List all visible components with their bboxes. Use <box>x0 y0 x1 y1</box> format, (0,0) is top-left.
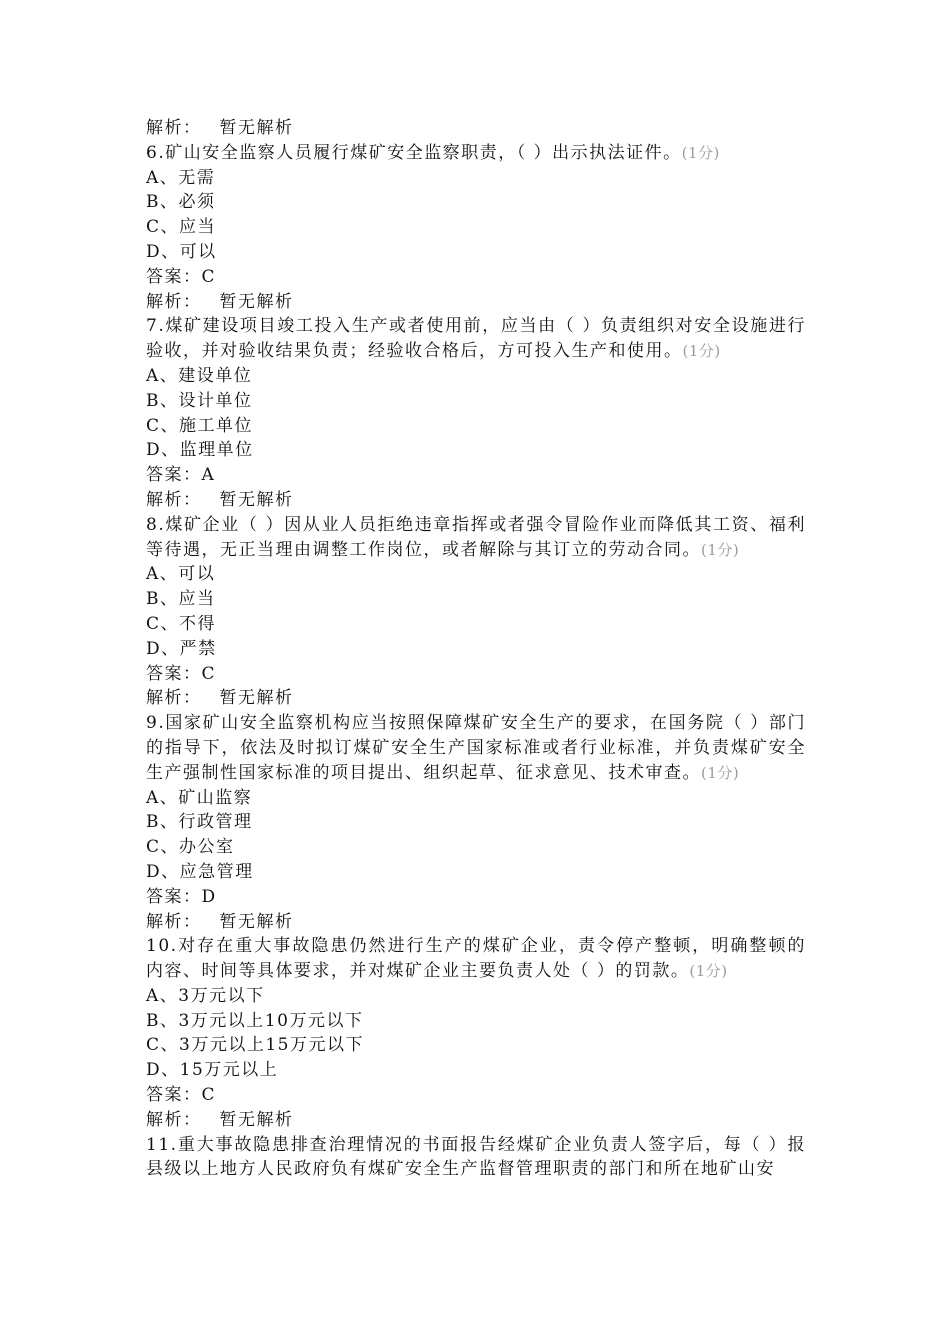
option-a: A、无需 <box>146 167 216 188</box>
question-number: 6. <box>146 142 166 163</box>
question-block <box>146 513 806 711</box>
option-b: B、3万元以上10万元以下 <box>146 1010 364 1031</box>
option-a: A、矿山监察 <box>146 787 253 808</box>
option-c: C、施工单位 <box>146 415 254 436</box>
explanation-text: 暂无解析 <box>219 489 294 510</box>
question-stem <box>146 1133 806 1183</box>
explanation-label: 解析： <box>146 911 202 932</box>
option-b: B、应当 <box>146 589 216 610</box>
question-stem <box>146 934 806 984</box>
option-d: D、监理单位 <box>146 440 254 461</box>
question-number: 8. <box>146 514 166 535</box>
question-text: 煤矿企业（ ）因从业人员拒绝违章指挥或者强令冒险作业而降低其工资、福利等待遇，无正当理由调整工作岗位，或者解除与其订立的劳动合同。 <box>146 514 806 560</box>
explanation-label: 解析： <box>146 489 202 510</box>
explanation-line <box>146 1108 806 1133</box>
option-a: A、3万元以下 <box>146 985 265 1006</box>
answer-line: 答案：A <box>146 465 216 486</box>
question-text: 对存在重大事故隐患仍然进行生产的煤矿企业，责令停产整顿，明确整顿的内容、时间等具体要求，并对煤矿企业主要负责人处（ ）的罚款。 <box>146 936 806 982</box>
explanation-line <box>146 910 806 935</box>
explanation-line <box>146 290 806 315</box>
explanation-text: 暂无解析 <box>219 688 294 709</box>
question-block <box>146 314 806 512</box>
explanation-label: 解析： <box>146 688 202 709</box>
option-d: D、可以 <box>146 241 217 262</box>
explanation-line <box>146 686 806 711</box>
answer-line: 答案：C <box>146 663 217 684</box>
option-d: D、15万元以上 <box>146 1060 279 1081</box>
question-block <box>146 1133 806 1183</box>
explanation-text: 暂无解析 <box>219 1109 294 1130</box>
question-block <box>146 711 806 934</box>
answer-line: 答案：C <box>146 266 217 287</box>
explanation-label: 解析： <box>146 291 202 312</box>
explanation-label: 解析： <box>146 118 202 138</box>
question-stem <box>146 513 806 563</box>
explanation-text: 暂无解析 <box>219 118 294 138</box>
question-score: (1分) <box>701 763 740 782</box>
question-number: 10. <box>146 936 178 957</box>
document-page <box>146 116 806 1182</box>
question-number: 11. <box>146 1134 178 1155</box>
option-c: C、应当 <box>146 217 217 238</box>
explanation-line <box>146 488 806 513</box>
question-score: (1分) <box>701 540 740 559</box>
question-stem <box>146 141 806 166</box>
option-c: C、3万元以上15万元以下 <box>146 1035 364 1056</box>
option-d: D、应急管理 <box>146 861 254 882</box>
question-text: 重大事故隐患排查治理情况的书面报告经煤矿企业负责人签字后，每（ ）报县级以上地方人民政府负有煤矿安全生产监督管理职责的部门和所在地矿山安 <box>146 1134 806 1180</box>
question-score: (1分) <box>689 962 728 981</box>
question-number: 9. <box>146 713 166 734</box>
question-stem <box>146 314 806 364</box>
option-b: B、必须 <box>146 192 216 213</box>
question-block <box>146 141 806 315</box>
explanation-label: 解析： <box>146 1109 202 1130</box>
question-score: (1分) <box>681 143 720 162</box>
option-a: A、可以 <box>146 564 216 585</box>
question-number: 7. <box>146 316 166 337</box>
explanation-line <box>146 116 806 141</box>
question-block <box>146 934 806 1132</box>
answer-line: 答案：C <box>146 1085 217 1106</box>
option-b: B、行政管理 <box>146 812 253 833</box>
question-stem <box>146 711 806 785</box>
explanation-text: 暂无解析 <box>219 291 294 312</box>
option-c: C、办公室 <box>146 837 235 858</box>
answer-line: 答案：D <box>146 886 217 907</box>
question-text: 煤矿建设项目竣工投入生产或者使用前，应当由（ ）负责组织对安全设施进行验收，并对验收结果负责；经验收合格后，方可投入生产和使用。 <box>146 316 806 362</box>
option-b: B、设计单位 <box>146 390 253 411</box>
option-c: C、不得 <box>146 613 217 634</box>
question-text: 矿山安全监察人员履行煤矿安全监察职责，（ ）出示执法证件。 <box>165 142 682 163</box>
option-d: D、严禁 <box>146 638 217 659</box>
option-a: A、建设单位 <box>146 365 253 386</box>
explanation-text: 暂无解析 <box>219 911 294 932</box>
question-score: (1分) <box>682 342 721 361</box>
question-text: 国家矿山安全监察机构应当按照保障煤矿安全生产的要求，在国务院（ ）部门的指导下，依法及时拟订煤矿安全生产国家标准或者行业标准，并负责煤矿安全生产强制性国家标准的项目提出、组织起草、征求意见、技术审查。 <box>146 713 806 783</box>
